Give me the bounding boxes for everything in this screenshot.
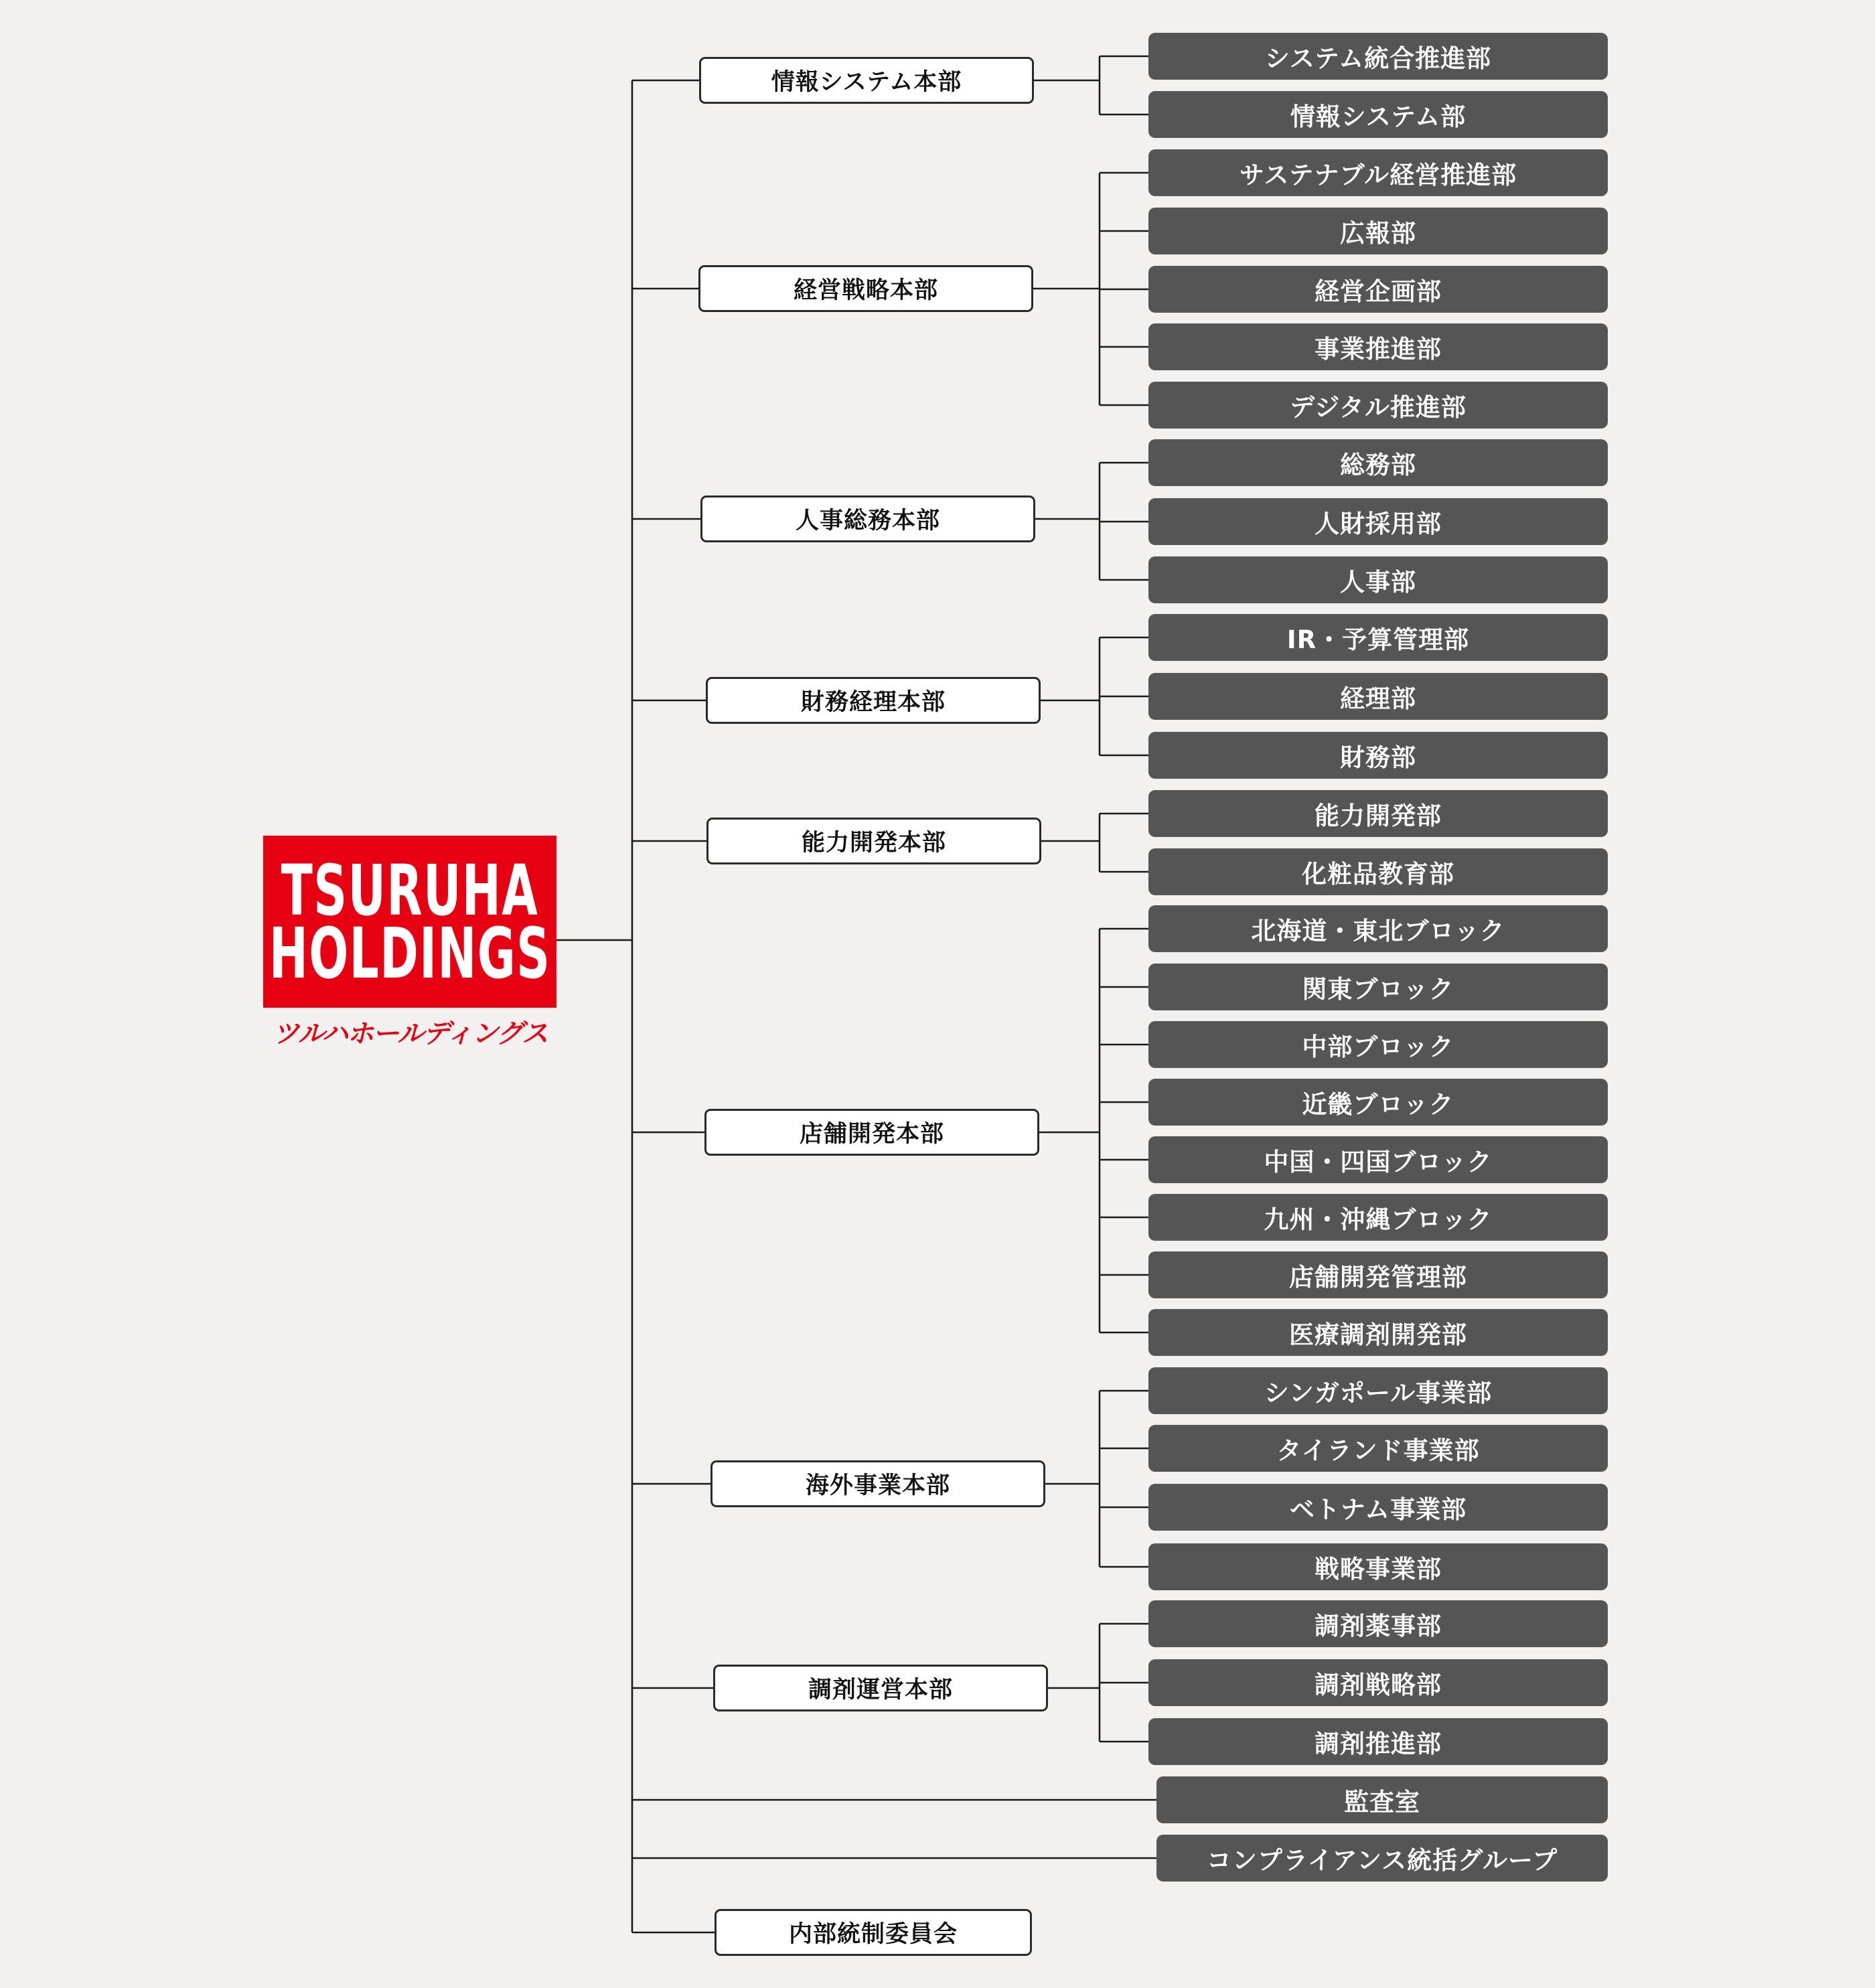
committee-box: 内部統制委員会 xyxy=(715,1909,1032,1956)
department-box: 総務部 xyxy=(1148,439,1608,486)
division-box: 調剤運営本部 xyxy=(713,1665,1048,1711)
department-box: 情報システム部 xyxy=(1148,91,1608,138)
department-box: サステナブル経営推進部 xyxy=(1148,149,1608,196)
department-box: 経営企画部 xyxy=(1148,266,1608,313)
division-box: 情報システム本部 xyxy=(699,57,1034,104)
logo-kana-text: ツルハホールディングス xyxy=(273,1018,547,1049)
department-box: タイランド事業部 xyxy=(1148,1425,1608,1472)
department-box: シンガポール事業部 xyxy=(1148,1367,1608,1414)
department-box: 調剤推進部 xyxy=(1148,1718,1608,1765)
department-box: 医療調剤開発部 xyxy=(1148,1309,1608,1356)
department-box: 経理部 xyxy=(1148,673,1608,720)
department-box: 九州・沖縄ブロック xyxy=(1148,1194,1608,1241)
tsuruha-holdings-logo xyxy=(263,836,556,1008)
department-box: 戦略事業部 xyxy=(1148,1543,1608,1590)
division-box: 海外事業本部 xyxy=(710,1460,1045,1507)
logo-line-2: HOLDINGS xyxy=(269,912,551,994)
department-box: 事業推進部 xyxy=(1148,323,1608,370)
division-box: 財務経理本部 xyxy=(706,677,1041,724)
department-box: 近畿ブロック xyxy=(1148,1079,1608,1126)
department-box: 関東ブロック xyxy=(1148,964,1608,1010)
department-box: 広報部 xyxy=(1148,208,1608,254)
department-box: 店舗開発管理部 xyxy=(1148,1251,1608,1298)
department-box: 北海道・東北ブロック xyxy=(1148,905,1608,952)
department-box: 調剤戦略部 xyxy=(1148,1659,1608,1706)
direct-unit-box: 監査室 xyxy=(1156,1776,1608,1823)
department-box: システム統合推進部 xyxy=(1148,33,1608,80)
department-box: 化粧品教育部 xyxy=(1148,848,1608,895)
department-box: ベトナム事業部 xyxy=(1148,1484,1608,1531)
division-box: 経営戦略本部 xyxy=(698,265,1033,312)
department-box: デジタル推進部 xyxy=(1148,382,1608,429)
division-box: 店舗開発本部 xyxy=(704,1109,1039,1156)
division-box: 人事総務本部 xyxy=(700,495,1035,542)
department-box: 人財採用部 xyxy=(1148,498,1608,545)
department-box: 能力開発部 xyxy=(1148,790,1608,837)
department-box: 人事部 xyxy=(1148,556,1608,603)
logo-line-1: TSURUHA xyxy=(281,849,539,931)
department-box: 中国・四国ブロック xyxy=(1148,1136,1608,1183)
department-box: 中部ブロック xyxy=(1148,1021,1608,1068)
department-box: IR・予算管理部 xyxy=(1148,614,1608,661)
department-box: 財務部 xyxy=(1148,732,1608,779)
division-box: 能力開発本部 xyxy=(706,818,1041,864)
direct-unit-box: コンプライアンス統括グループ xyxy=(1156,1835,1608,1882)
department-box: 調剤薬事部 xyxy=(1148,1600,1608,1647)
